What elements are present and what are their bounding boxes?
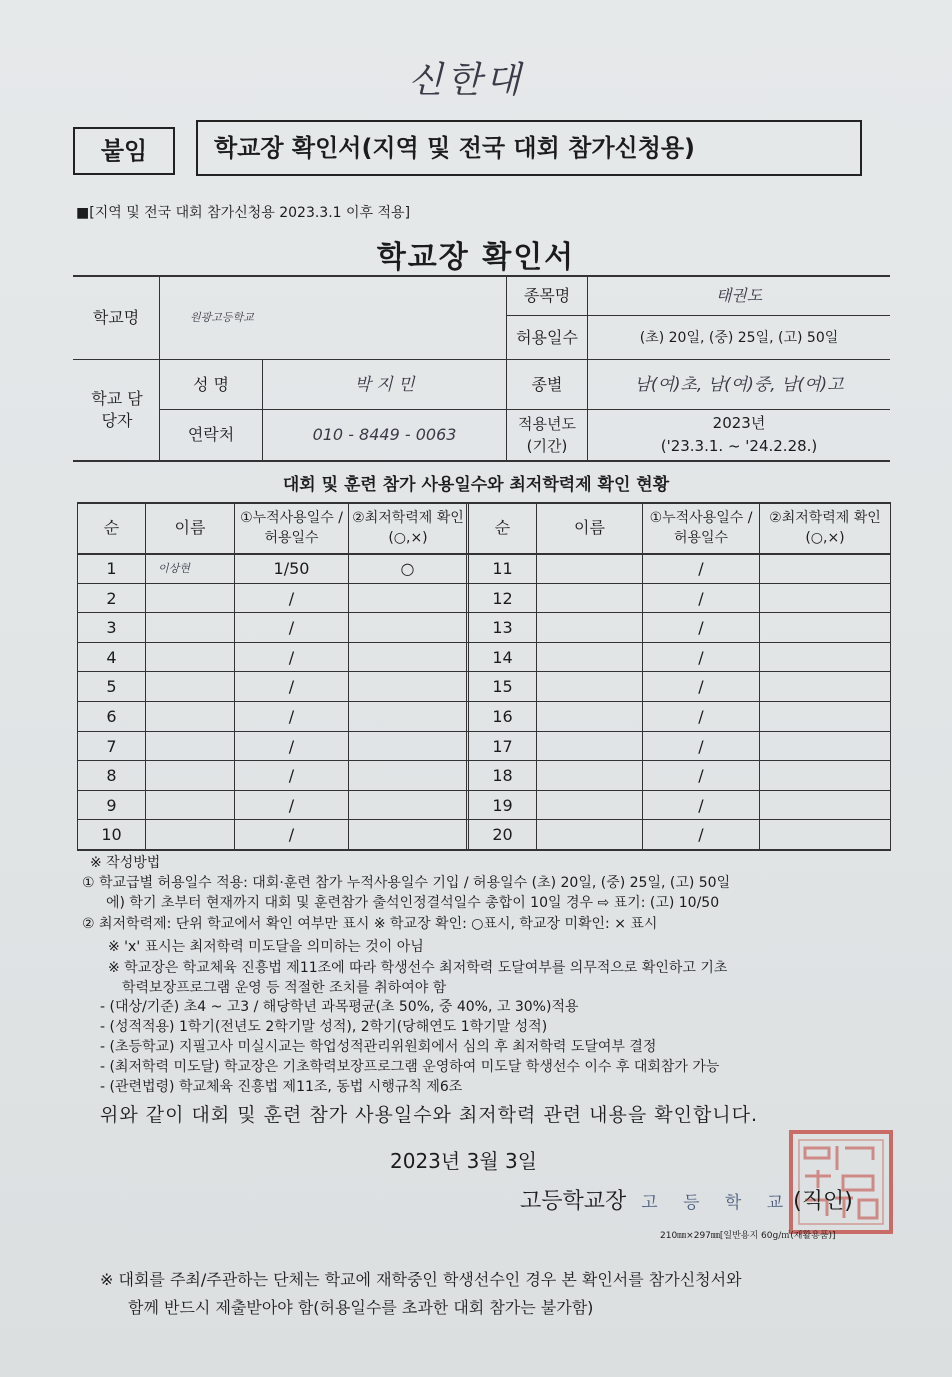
left-row-no: 10 (101, 825, 122, 844)
table-rule (466, 502, 467, 851)
right-row-days: / (698, 677, 704, 696)
period-value: ('23.3.1. ~ '24.2.28.) (660, 437, 818, 455)
left-row-name (146, 791, 234, 821)
note-line: ※ 작성방법 (90, 855, 161, 871)
left-row-no: 2 (106, 589, 117, 608)
name-label: 성 명 (193, 374, 229, 394)
principal-stamp-text: 고 등 학 교 (641, 1193, 794, 1213)
note-line: 에) 학기 초부터 현재까지 대회 및 훈련참가 출석인정결석일수 총합이 10일 경우 ⇨ 표기: (고) 10/50 (106, 895, 720, 911)
left-row-name (146, 643, 234, 673)
left-row-no: 8 (106, 766, 117, 785)
left-row-check (349, 702, 466, 732)
right-row-check (760, 761, 890, 791)
right-row-check (760, 791, 890, 821)
left-row-check (349, 820, 466, 850)
col-header-no-left: 순 (103, 518, 120, 537)
note-line: - (관련법령) 학교체육 진흥법 제11조, 동법 시행규칙 제6조 (100, 1079, 463, 1095)
left-row-check (349, 643, 466, 673)
right-row-no: 20 (492, 825, 513, 844)
principal-signature-line (520, 1184, 853, 1215)
col-header-name-left: 이름 (174, 518, 206, 537)
right-row-name (537, 702, 642, 732)
school-name-value: 원광고등학교 (190, 311, 254, 324)
note-line: ① 학교급별 허용일수 적용: 대회·훈련 참가 누적사용일수 기입 / 허용일수 (초) 20일, (중) 25일, (고) 50일 (82, 875, 731, 891)
note-line: ※ 'x' 표시는 최저학력 미도달을 의미하는 것이 아님 (108, 939, 424, 955)
left-row-no: 5 (106, 677, 117, 696)
principal-title: 고등학교장 (520, 1189, 627, 1214)
confirmation-statement: 위와 같이 대회 및 훈련 참가 사용일수와 최저학력 관련 내용을 확인합니다. (100, 1104, 759, 1126)
right-row-no: 12 (492, 589, 513, 608)
left-row-days: / (288, 707, 295, 726)
right-row-days: / (698, 825, 704, 844)
left-row-no: 4 (106, 648, 117, 667)
footer-note (100, 1266, 742, 1322)
right-row-name (537, 791, 642, 821)
right-row-days: / (698, 796, 704, 815)
left-row-days: / (288, 796, 295, 815)
right-row-check (760, 702, 890, 732)
left-row-name: 이상현 (158, 562, 190, 575)
right-row-name (537, 584, 642, 614)
year-label: 적용년도 (기간) (518, 415, 576, 455)
category-label: 종별 (531, 374, 563, 394)
right-row-days: / (698, 707, 704, 726)
right-row-days: / (698, 589, 704, 608)
footer-line: ※ 대회를 주최/주관하는 단체는 학교에 재학중인 학생선수인 경우 본 확인서를 참가신청서와 (100, 1270, 742, 1289)
right-row-name (537, 643, 642, 673)
right-row-no: 15 (492, 677, 513, 696)
year-value: 2023년 (712, 414, 766, 432)
right-row-check (760, 613, 890, 643)
left-row-name (146, 702, 234, 732)
right-row-check (760, 820, 890, 850)
attachment-label: 붙임 (73, 127, 175, 175)
form-title-box: 학교장 확인서(지역 및 전국 대회 참가신청용) (196, 120, 862, 176)
section-title: 대회 및 훈련 참가 사용일수와 최저학력제 확인 현황 (282, 475, 670, 495)
right-row-name (537, 732, 642, 762)
left-row-check (349, 761, 466, 791)
col-header-days-left: ①누적사용일수 /허용일수 (240, 510, 343, 546)
left-row-check (349, 672, 466, 702)
left-row-days: / (288, 825, 295, 844)
right-row-check (760, 732, 890, 762)
right-row-no: 14 (492, 648, 513, 667)
note-line: - (초등학교) 지필고사 미실시교는 학업성적관리위원회에서 심의 후 최저학력 도달여부 결정 (100, 1039, 657, 1055)
right-row-days: / (698, 766, 704, 785)
left-row-days: / (288, 766, 295, 785)
document-title: 학교장 확인서 (376, 240, 576, 275)
col-header-name-right: 이름 (574, 518, 605, 537)
right-row-no: 17 (492, 737, 513, 756)
left-row-no: 6 (106, 707, 117, 726)
right-row-name (537, 820, 642, 850)
sport-value: 태권도 (715, 285, 763, 305)
name-value: 박 지 민 (354, 374, 415, 395)
right-row-no: 11 (492, 559, 513, 578)
right-row-days: / (698, 618, 704, 637)
left-row-days: / (288, 737, 295, 756)
note-line: ② 최저학력제: 단위 학교에서 확인 여부만 표시 ※ 학교장 확인: ○표시, 학교장 미확인: × 표시 (82, 916, 658, 932)
left-row-days: / (288, 677, 295, 696)
contact-value: 010 - 8449 - 0063 (312, 425, 457, 444)
left-row-name (146, 732, 234, 762)
school-manager-label: 학교 담당자 (91, 389, 143, 430)
left-row-name (146, 820, 234, 850)
right-row-days: / (698, 559, 704, 578)
issue-date: 2023년 3월 3일 (390, 1149, 538, 1173)
table-rule (77, 502, 890, 504)
paper-spec: 210㎜×297㎜[일반용지 60g/㎡(재활용품)] (660, 1231, 836, 1241)
right-row-name (537, 761, 642, 791)
left-row-name (146, 584, 234, 614)
note-line: - (성적적용) 1학기(전년도 2학기말 성적), 2학기(당해연도 1학기말 성적) (100, 1019, 548, 1035)
col-header-academic-right: ②최저학력제 확인(○,×) (769, 510, 881, 546)
note-line: ※ 학교장은 학교체육 진흥법 제11조에 따라 학생선수 최저학력 도달여부를 의무적으로 확인하고 기초 (108, 960, 728, 976)
sport-label: 종목명 (523, 285, 571, 305)
left-row-check (349, 732, 466, 762)
footer-line: 함께 반드시 제출받아야 함(허용일수를 초과한 대회 참가는 불가함) (128, 1298, 594, 1317)
right-row-name (537, 554, 642, 584)
left-row-no: 9 (106, 796, 117, 815)
right-row-check (760, 643, 890, 673)
left-row-name (146, 672, 234, 702)
contact-label: 연락처 (187, 425, 235, 444)
col-header-no-right: 순 (494, 518, 511, 537)
right-row-name (537, 672, 642, 702)
right-row-name (537, 613, 642, 643)
left-row-days: / (288, 648, 295, 667)
left-row-no: 7 (106, 737, 117, 756)
left-row-days: 1/50 (273, 559, 310, 578)
left-row-days: / (288, 589, 295, 608)
note-line: - (최저학력 미도달) 학교장은 기초학력보장프로그램 운영하여 미도달 학생선수 이수 후 대회참가 가능 (100, 1059, 720, 1075)
left-row-check: ○ (400, 559, 415, 578)
right-row-no: 16 (492, 707, 513, 726)
school-name-label: 학교명 (92, 307, 140, 327)
right-row-no: 19 (492, 796, 513, 815)
left-row-no: 3 (106, 618, 117, 637)
left-row-check (349, 584, 466, 614)
table-rule (890, 502, 891, 851)
left-row-name (146, 613, 234, 643)
right-row-check (760, 584, 890, 614)
category-value: 남(여)초, 남(여)중, 남(여)고 (634, 374, 844, 395)
right-row-days: / (698, 648, 704, 667)
left-row-name (146, 761, 234, 791)
note-line: 학력보장프로그램 운영 등 적절한 조치를 취하여야 함 (122, 980, 447, 996)
principal-seal-suffix: (직인) (793, 1189, 853, 1214)
left-row-no: 1 (106, 559, 117, 578)
right-row-no: 18 (492, 766, 513, 785)
right-row-days: / (698, 737, 704, 756)
apply-note: ■[지역 및 전국 대회 참가신청용 2023.3.1 이후 적용] (76, 205, 411, 221)
note-line: - (대상/기준) 초4 ~ 고3 / 해당학년 과목평균(초 50%, 중 40%, 고 30%)적용 (100, 999, 579, 1015)
col-header-academic-left: ②최저학력제 확인(○,×) (352, 510, 464, 546)
handwritten-university-name: 신한대 (408, 60, 525, 101)
right-row-check (760, 672, 890, 702)
allowed-days-label: 허용일수 (516, 327, 578, 347)
right-row-no: 13 (492, 618, 513, 637)
right-row-check (760, 554, 890, 584)
left-row-check (349, 791, 466, 821)
col-header-days-right: ①누적사용일수 /허용일수 (649, 510, 753, 546)
allowed-days-value: (초) 20일, (중) 25일, (고) 50일 (639, 329, 839, 346)
official-seal-icon (785, 1126, 897, 1238)
left-row-days: / (288, 618, 295, 637)
left-row-check (349, 613, 466, 643)
